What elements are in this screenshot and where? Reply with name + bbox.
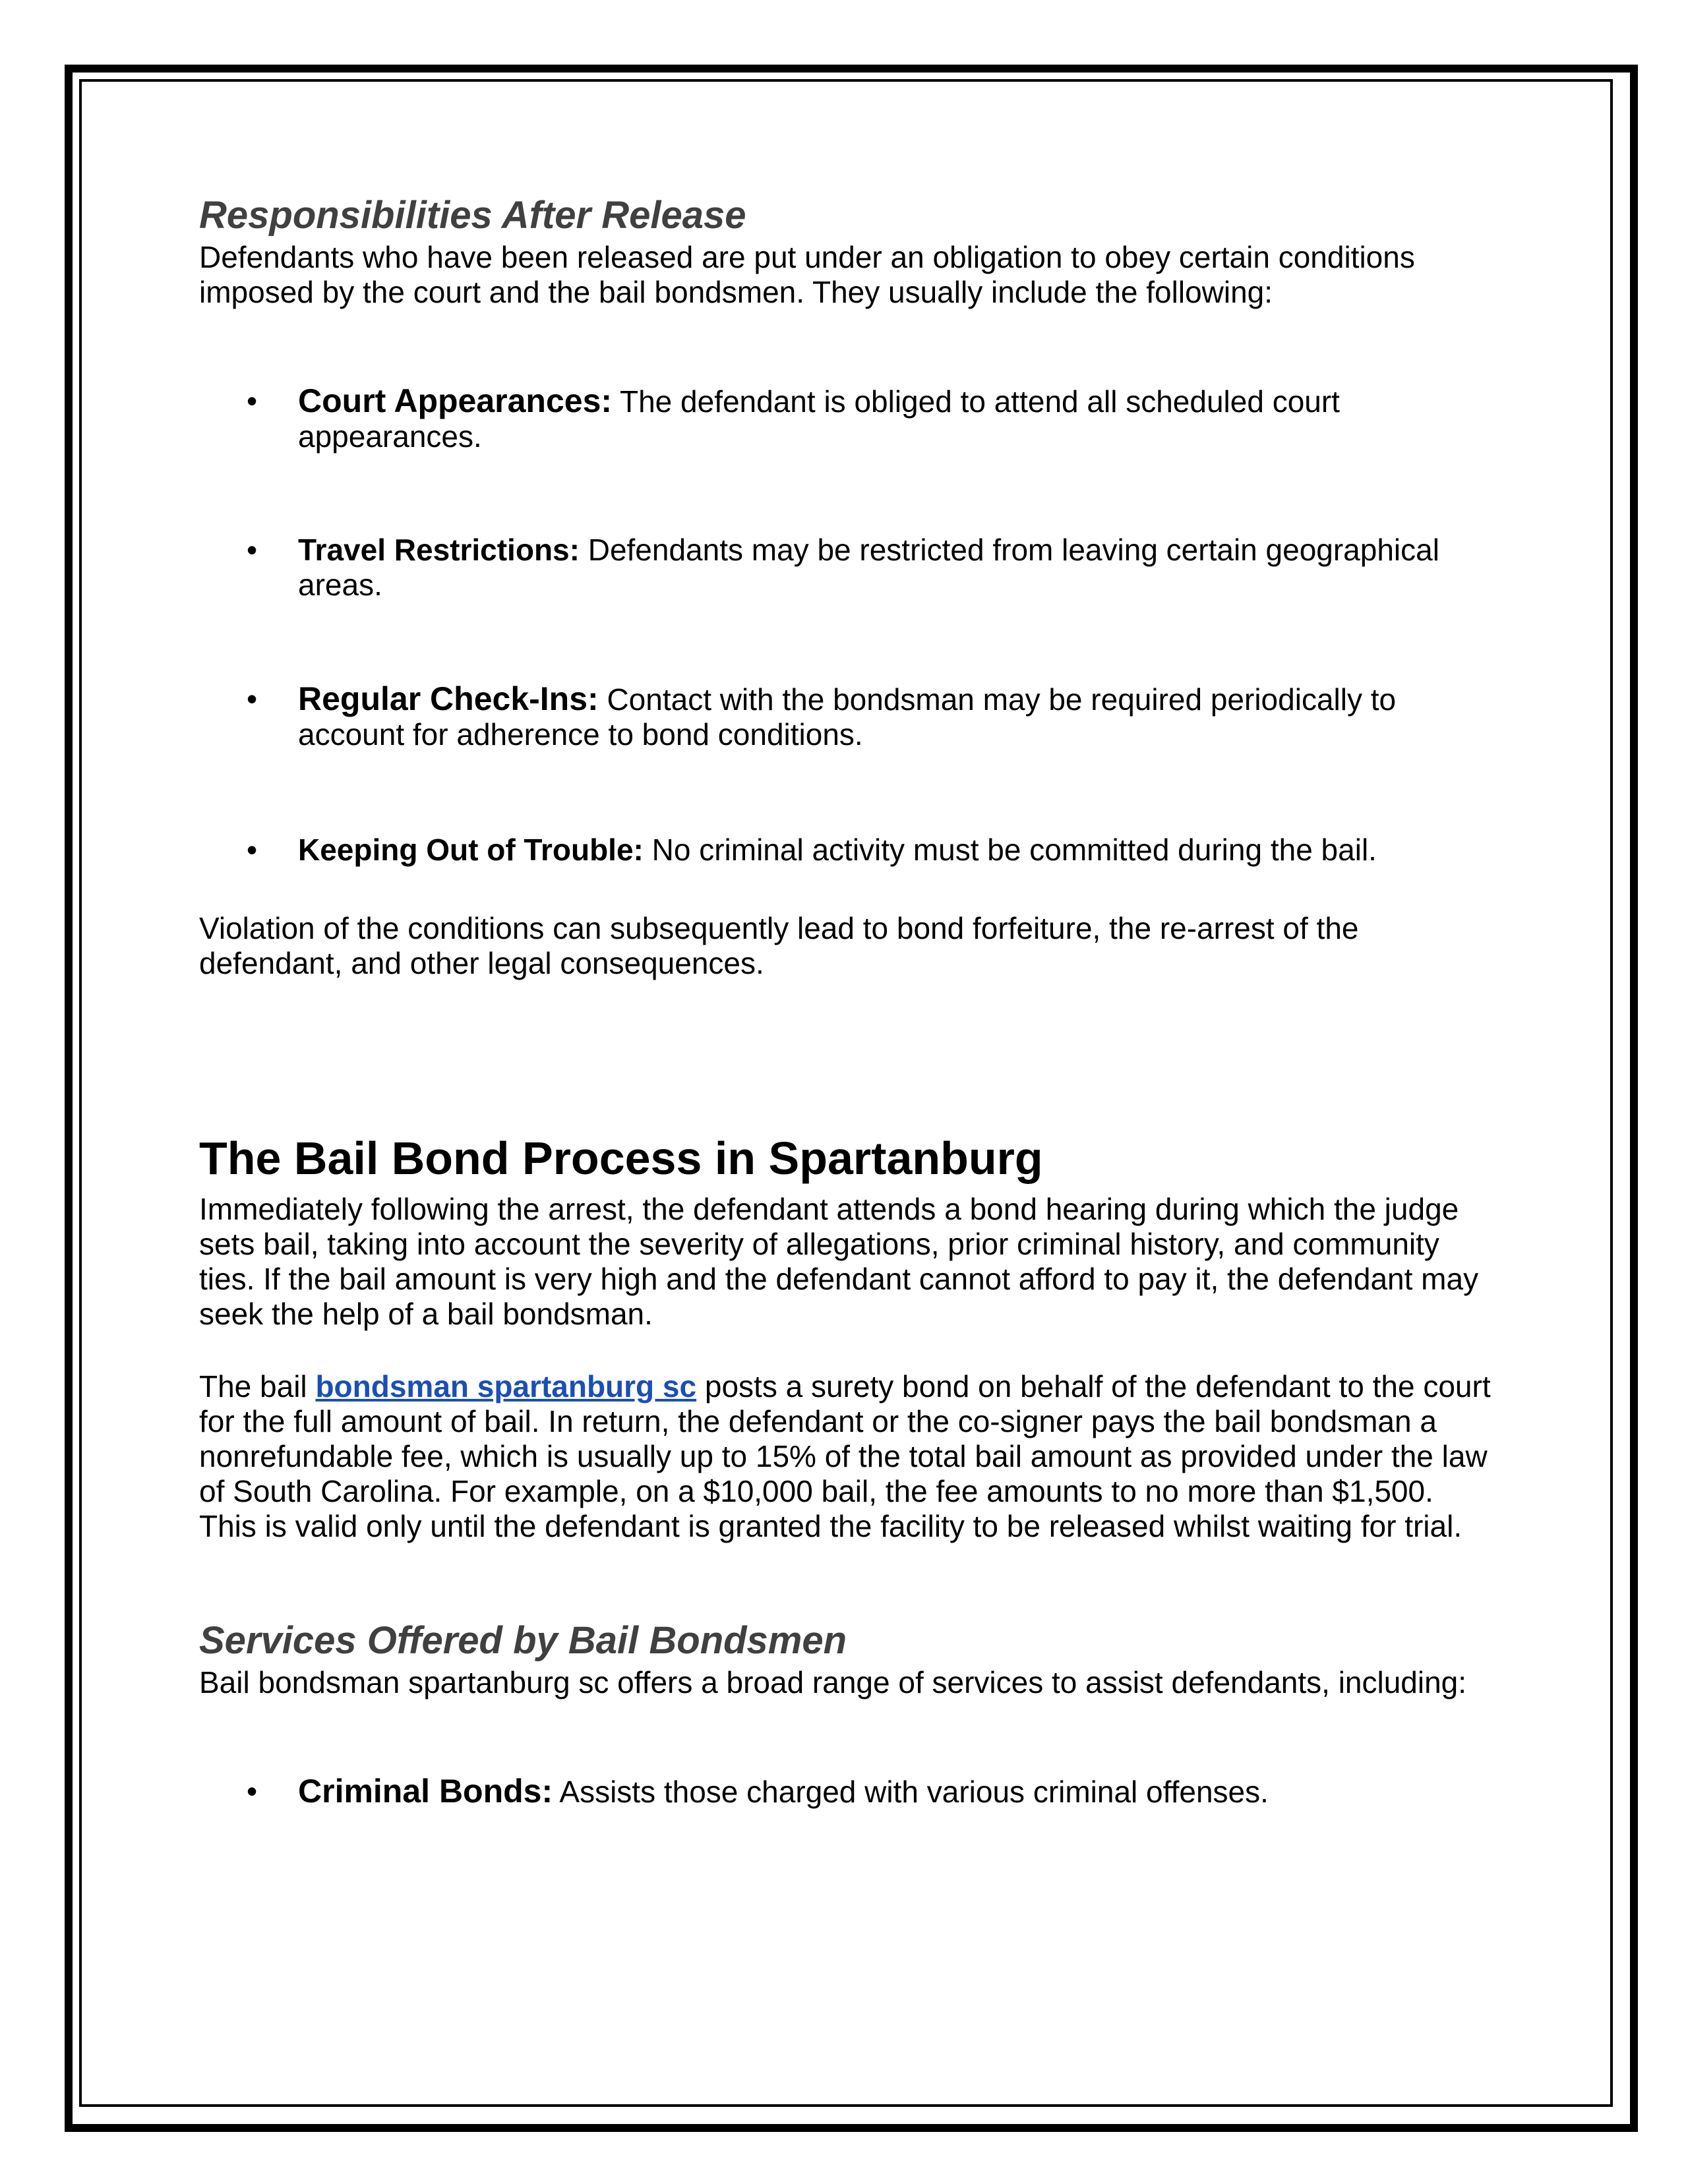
list-item-travel-restrictions <box>199 533 1492 603</box>
bullet-icon: • <box>247 384 258 418</box>
list-item-criminal-bonds <box>199 1774 1492 1810</box>
bail-process-paragraph-2 <box>199 1369 1492 1544</box>
heading-responsibilities: Responsibilities After Release <box>199 194 746 237</box>
desc-regular-check-ins: Contact with the bondsman may be required periodically to account for adherence to bond conditions. <box>298 682 1397 752</box>
desc-keeping-out-of-trouble: No criminal activity must be committed during the bail. <box>643 833 1377 867</box>
responsibilities-intro: Defendants who have been released are put under an obligation to obey certain conditions imposed by the court and the bail bondsmen. They usually include the following: <box>199 240 1415 309</box>
para2-text-before: The bail <box>199 1369 316 1403</box>
bullet-icon: • <box>247 533 258 567</box>
bullet-icon: • <box>247 682 258 716</box>
bondsman-spartanburg-link[interactable]: bondsman spartanburg sc <box>315 1369 697 1403</box>
term-keeping-out-of-trouble: Keeping Out of Trouble: <box>298 833 644 867</box>
term-criminal-bonds: Criminal Bonds: <box>298 1773 553 1810</box>
list-item-court-appearances <box>199 384 1492 454</box>
responsibilities-closing: Violation of the conditions can subsequently lead to bond forfeiture, the re-arrest of the defendant, and other legal consequences. <box>199 911 1359 980</box>
desc-criminal-bonds: Assists those charged with various criminal offenses. <box>553 1775 1269 1809</box>
desc-court-appearances: The defendant is obliged to attend all scheduled court appearances. <box>298 384 1340 454</box>
desc-travel-restrictions: Defendants may be restricted from leaving certain geographical areas. <box>298 533 1439 602</box>
heading-bail-bond-process: The Bail Bond Process in Spartanburg <box>199 1133 1043 1184</box>
term-travel-restrictions: Travel Restrictions: <box>298 533 580 567</box>
term-court-appearances: Court Appearances: <box>298 382 613 419</box>
services-list <box>199 1774 1492 1810</box>
document-body <box>199 191 1492 1810</box>
bullet-icon: • <box>247 1774 258 1808</box>
heading-services-offered: Services Offered by Bail Bondsmen <box>199 1619 847 1662</box>
para2-text-after: posts a surety bond on behalf of the defendant to the court for the full amount of bail. In return, the defendant or the co-signer pays the bail bondsman a nonrefundable fee, which is usually up to 15% of the total bail amount as provided under the law of South Carolina. For example, on a $10,000 bail, the fee amounts to no more than $1,500. This is valid only until the defendant is granted the facility to be released whilst waiting for trial. <box>199 1369 1491 1543</box>
term-regular-check-ins: Regular Check-Ins: <box>298 680 599 717</box>
responsibilities-list <box>199 384 1492 868</box>
bail-process-paragraph-1: Immediately following the arrest, the defendant attends a bond hearing during which the judge sets bail, taking into account the severity of allegations, prior criminal history, and community ties. If the bail amount is very high and the defendant cannot afford to pay it, the defendant may seek the help of a bail bondsman. <box>199 1192 1479 1331</box>
list-item-keeping-out-of-trouble <box>199 833 1492 868</box>
list-item-regular-check-ins <box>199 682 1492 752</box>
bullet-icon: • <box>247 833 258 867</box>
services-intro: Bail bondsman spartanburg sc offers a broad range of services to assist defendants, including: <box>199 1665 1467 1699</box>
